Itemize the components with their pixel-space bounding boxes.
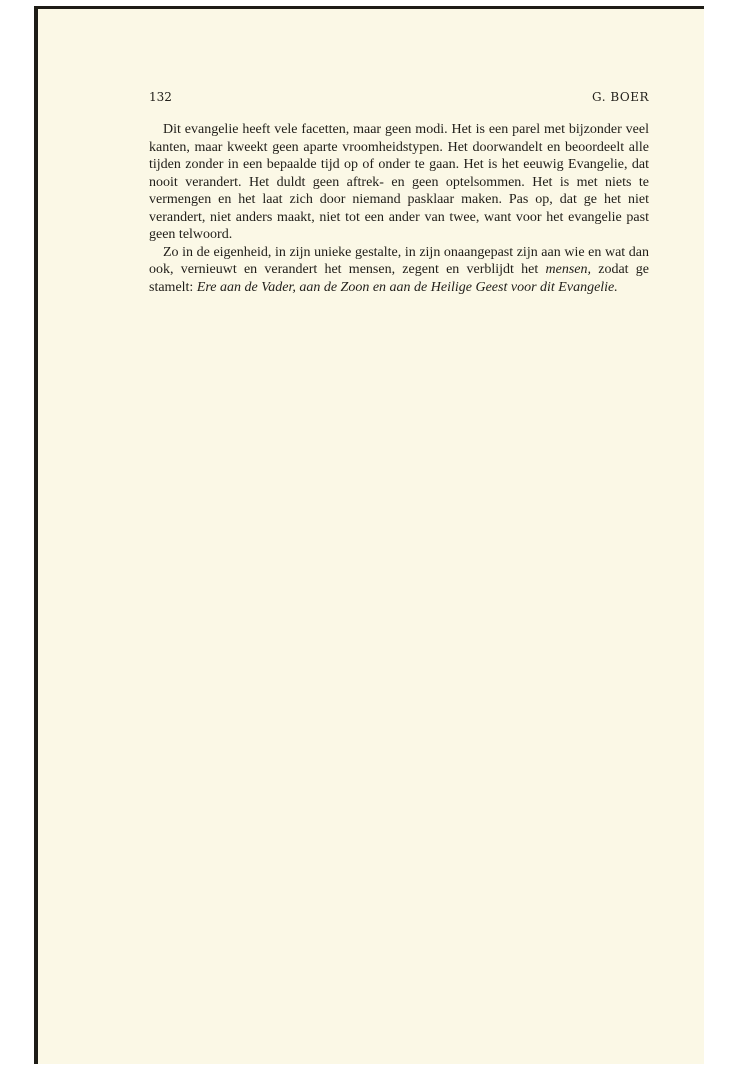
paragraph-2 (149, 244, 649, 297)
paragraph-2-italic-2: Ere aan de Vader, aan de Zoon en aan de Heilige Geest voor dit Evangelie. (196, 279, 618, 295)
paragraph-2-text-1: Zo in de eigenheid, in zijn unieke gestalte, in zijn onaangepast zijn aan wie en wat dan ook, vernieuwt en verandert het mensen, zegent en verblijdt het (149, 244, 649, 277)
paragraph-2-italic-1: mensen, (545, 262, 592, 277)
page-number: 132 (149, 90, 172, 104)
page-header (149, 90, 649, 108)
paragraph-1: Dit evangelie heeft vele facetten, maar geen modi. Het is een parel met bijzonder veel kanten, maar kweekt geen aparte vroomheidstypen. Het doorwandelt en beoordeelt alle tijden zonder in een bepaalde tijd op of onder te gaan. Het is het eeuwig Evangelie, dat nooit verandert. Het duldt geen aftrek- en geen optelsommen. Het is met niets te vermengen en het laat zich door niemand pasklaar maken. Pas op, dat ge het niet verandert, niet anders maakt, niet tot een ander van twee, want voor het evangelie past geen telwoord. (149, 122, 649, 242)
body-text (149, 121, 649, 296)
paragraph-2-text-2: zodat ge stamelt: (149, 262, 650, 295)
running-head-author: G. BOER (592, 90, 649, 104)
